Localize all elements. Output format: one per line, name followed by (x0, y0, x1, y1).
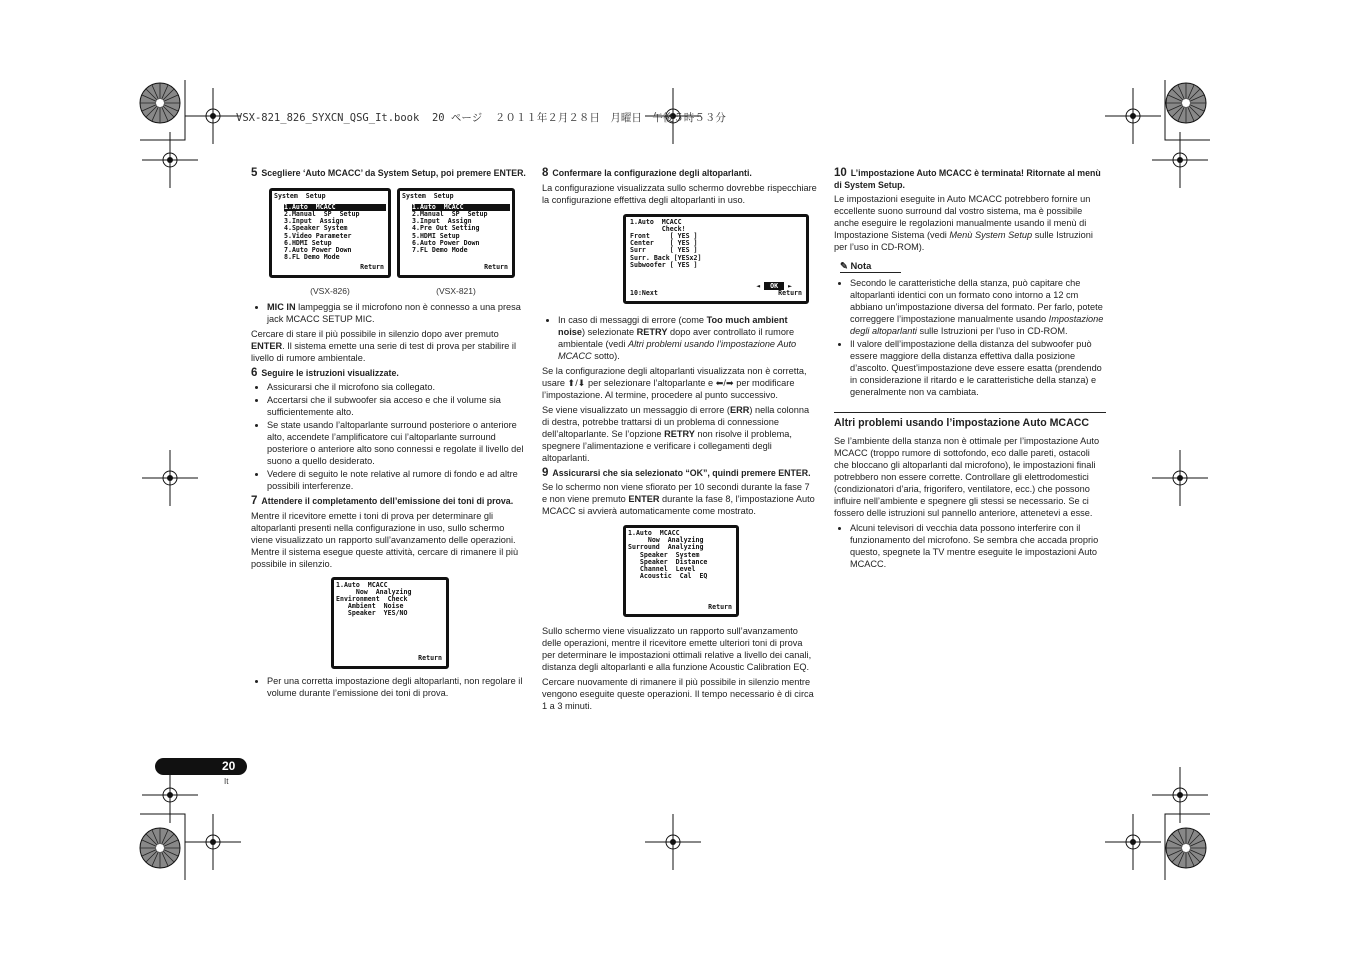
paragraph-step8: La configurazione visualizzata sullo schermo dovrebbe rispecchiare la configurazione effettiva degli altoparlanti in uso. (542, 182, 817, 205)
note-bullets (834, 277, 1106, 398)
step-7: 7 Attendere il completamento dell’emissione dei toni di prova. (251, 495, 514, 507)
step-5: 5 Scegliere ‘Auto MCACC’ da System Setup, poi premere ENTER. (251, 167, 526, 179)
paragraph-err: Se viene visualizzato un messaggio di errore (ERR) nella colonna di destra, potrebbe trattarsi di un problema di connessione dell’altoparlante. Se l’opzione RETRY non risolve il problema, spegnere l’alimentazione e verificare i collegamenti degli altoparlanti. (542, 404, 810, 463)
list-item: • Accertarsi che il subwoofer sia acceso e che il volume sia sufficientemente alto. (267, 394, 526, 418)
note-heading: ✎ Nota (840, 260, 901, 273)
list-item: • Se state usando l’altoparlante surround posteriore o anteriore alto, accendete l’amplificatore cui l’altoparlante surround posteriore o anteriore alto sono connessi e regolate il livello del suono a quello desiderato. (267, 419, 526, 467)
list-item: • Secondo le caratteristiche della stanza, può capitare che altoparlanti identici con un formato cono intorno a 12 cm abbiano un’impostazione diversa del formato. Per farlo, potete correggere l’impostazione manualmente usando Impostazione degli altoparlanti sulle Istruzioni per l’uso in CD-ROM. (850, 277, 1106, 337)
paragraph-step7: Mentre il ricevitore emette i toni di prova per determinare gli altoparlanti presenti nella configurazione in uso, sullo schermo viene visualizzato un rapporto sull’avanzamento delle operazioni. Mentre il sistema esegue queste attività, cercare di rimanere il più possibile in silenzio. (251, 510, 519, 569)
section-bullets (834, 522, 1106, 570)
list-item: • MIC IN lampeggia se il microfono non è connesso a una presa jack MCACC SETUP MIC. (267, 301, 526, 325)
list-item: • Assicurarsi che il microfono sia collegato. (267, 381, 526, 393)
list-item: • Per una corretta impostazione degli altoparlanti, non regolare il volume durante l’emissione dei toni di prova. (267, 675, 526, 699)
list-item: • Il valore dell’impostazione della distanza del subwoofer può essere maggiore della distanza effettiva dalla posizione d’ascolto. Quest’impostazione deve essere esatta (prendendo in considerazione il ritardo e le caratteristiche della stanza) e generalmente non va cambiata. (850, 338, 1106, 398)
section-heading: Altri problemi usando l’impostazione Auto MCACC (834, 412, 1106, 431)
system-setup-screen-821: System Setup 1.Auto MCACC 2.Manual SP Setup 3.Input Assign 4.Pre Out Setting 5.HDMI Setup 6.Auto Power Down 7.FL Demo Mode Return (397, 188, 515, 278)
bullets-step6 (251, 381, 526, 492)
paragraph-config: Se la configurazione degli altoparlanti visualizzata non è corretta, usare ⬆/⬇ per selezionare l’altoparlante e ⬅/➡ per modificare l’impostazione. Al termine, procedere al punto successivo. (542, 365, 807, 400)
paragraph-report: Sullo schermo viene visualizzato un rapporto sull’avanzamento delle operazioni, mentre il ricevitore emette ulteriori toni di prova per determinare le impostazioni ottimali relative a livello dei canali, distanza degli altoparlanti e alla funzione Acoustic Calibration EQ. (542, 626, 812, 672)
step-9: 9 Assicurarsi che sia selezionato “OK”, quindi premere ENTER. (542, 466, 811, 479)
list-item: • Vedere di seguito le note relative al rumore di fondo e ad altre possibili interferenze. (267, 468, 526, 492)
paragraph-silence: Cercare di stare il più possibile in silenzio dopo aver premuto ENTER. Il sistema emette una serie di test di prova per stabilire il livello di rumore ambientale. (251, 328, 517, 363)
caption-vsx826: (VSX-826) (310, 285, 350, 296)
step-10: 10 L’impostazione Auto MCACC è terminata! Ritornate al menù di System Setup. (834, 167, 1101, 190)
caption-vsx821: (VSX-821) (436, 285, 476, 296)
column-middle (542, 168, 817, 715)
screen-vsx821 (397, 188, 515, 297)
pencil-icon: ✎ (840, 260, 851, 271)
screen-vsx826 (269, 188, 391, 297)
setup-screens (269, 188, 526, 297)
step-8: 8 Confermare la configurazione degli altoparlanti. (542, 167, 752, 179)
menu-list: 1.Auto MCACC 2.Manual SP Setup 3.Input Assign 4.Pre Out Setting 5.HDMI Setup 6.Auto Power Down 7.FL Demo Mode (402, 204, 510, 254)
menu-list: 1.Auto MCACC 2.Manual SP Setup 3.Input Assign 4.Speaker System 5.Video Parameter 6.HDMI Setup 7.Auto Power Down 8.FL Demo Mode (274, 204, 386, 262)
column-left (251, 168, 526, 702)
paragraph-step10: Le impostazioni eseguite in Auto MCACC potrebbero fornire un eccellente suono surround dal vostro sistema, ma è possibile anche eseguire le regolazioni manualmente usando il menù di Impostazione Sistema (vedi Menù System Setup sulle Istruzioni per l’uso in CD-ROM). (834, 194, 1093, 252)
paragraph-step9: Se lo schermo non viene sfiorato per 10 secondi durante la fase 7 e non viene premuto ENTER durante la fase 8, l’impostazione Auto MCACC si avvierà automaticamente come mostrato. (542, 482, 815, 516)
ok-selector: ◄ OK ► (756, 282, 792, 291)
paragraph-time: Cercare nuovamente di rimanere il più possibile in silenzio mentre vengono eseguite queste operazioni. Il tempo necessario è di circa 1 a 3 minuti. (542, 677, 814, 711)
bullets-mic (251, 301, 526, 325)
system-setup-screen-826: System Setup 1.Auto MCACC 2.Manual SP Setup 3.Input Assign 4.Speaker System 5.Video Parameter 6.HDMI Setup 7.Auto Power Down 8.FL Demo Mode Return (269, 188, 391, 278)
page-language: It (224, 777, 229, 786)
page-number: 20 (222, 759, 236, 773)
print-header: VSX-821_826_SYXCN_QSG_It.book 20 ページ ２０１１年２月２８日 月曜日 午後５時５３分 (236, 112, 726, 124)
surround-analyzing-screen: 1.Auto MCACC Now Analyzing Surround Analyzing Speaker System Speaker Distance Channel Level Acoustic Cal EQ Return (623, 525, 739, 617)
section-paragraph: Se l’ambiente della stanza non è ottimale per l’impostazione Auto MCACC (troppo rumore di sottofondo, eco dalle pareti, ostacoli che bloccano gli altoparlanti dal microfono), le impostazioni finali potrebbero non essere corrette. Controllare gli elettrodomestici (condizionatori d’aria, frigorifero, ventilatore, ecc.) che possono influire nell’ambiente e spegnere gli stessi se necessario. Se ci fossero delle istruzioni sul pannello anteriore, attenetevi a esse. (834, 435, 1100, 518)
list-item: • Alcuni televisori di vecchia data possono interferire con il funzionamento del microfono. Se sembra che accada proprio questo, spegnete la TV mentre eseguite le impostazioni Auto MCACC. (850, 522, 1106, 570)
step-6: 6 Seguire le istruzioni visualizzate. (251, 366, 399, 379)
list-item: • In caso di messaggi di errore (come Too much ambient noise) selezionate RETRY dopo aver controllato il rumore ambientale (vedi Altri problemi usando l’impostazione Auto MCACC sotto). (558, 314, 817, 362)
now-analyzing-screen: 1.Auto MCACC Now Analyzing Environment Check Ambient Noise Speaker YES/NO Return (331, 577, 449, 669)
speaker-check-screen: 1.Auto MCACC Check! Front [ YES ] Center [ YES ] Surr [ YES ] Surr. Back [YESx2] Subwoofer [ YES ] 10:Next ◄ OK ► Return (623, 214, 809, 304)
bullets-last (251, 675, 526, 699)
bullets-error (542, 314, 817, 362)
column-right (834, 168, 1106, 573)
